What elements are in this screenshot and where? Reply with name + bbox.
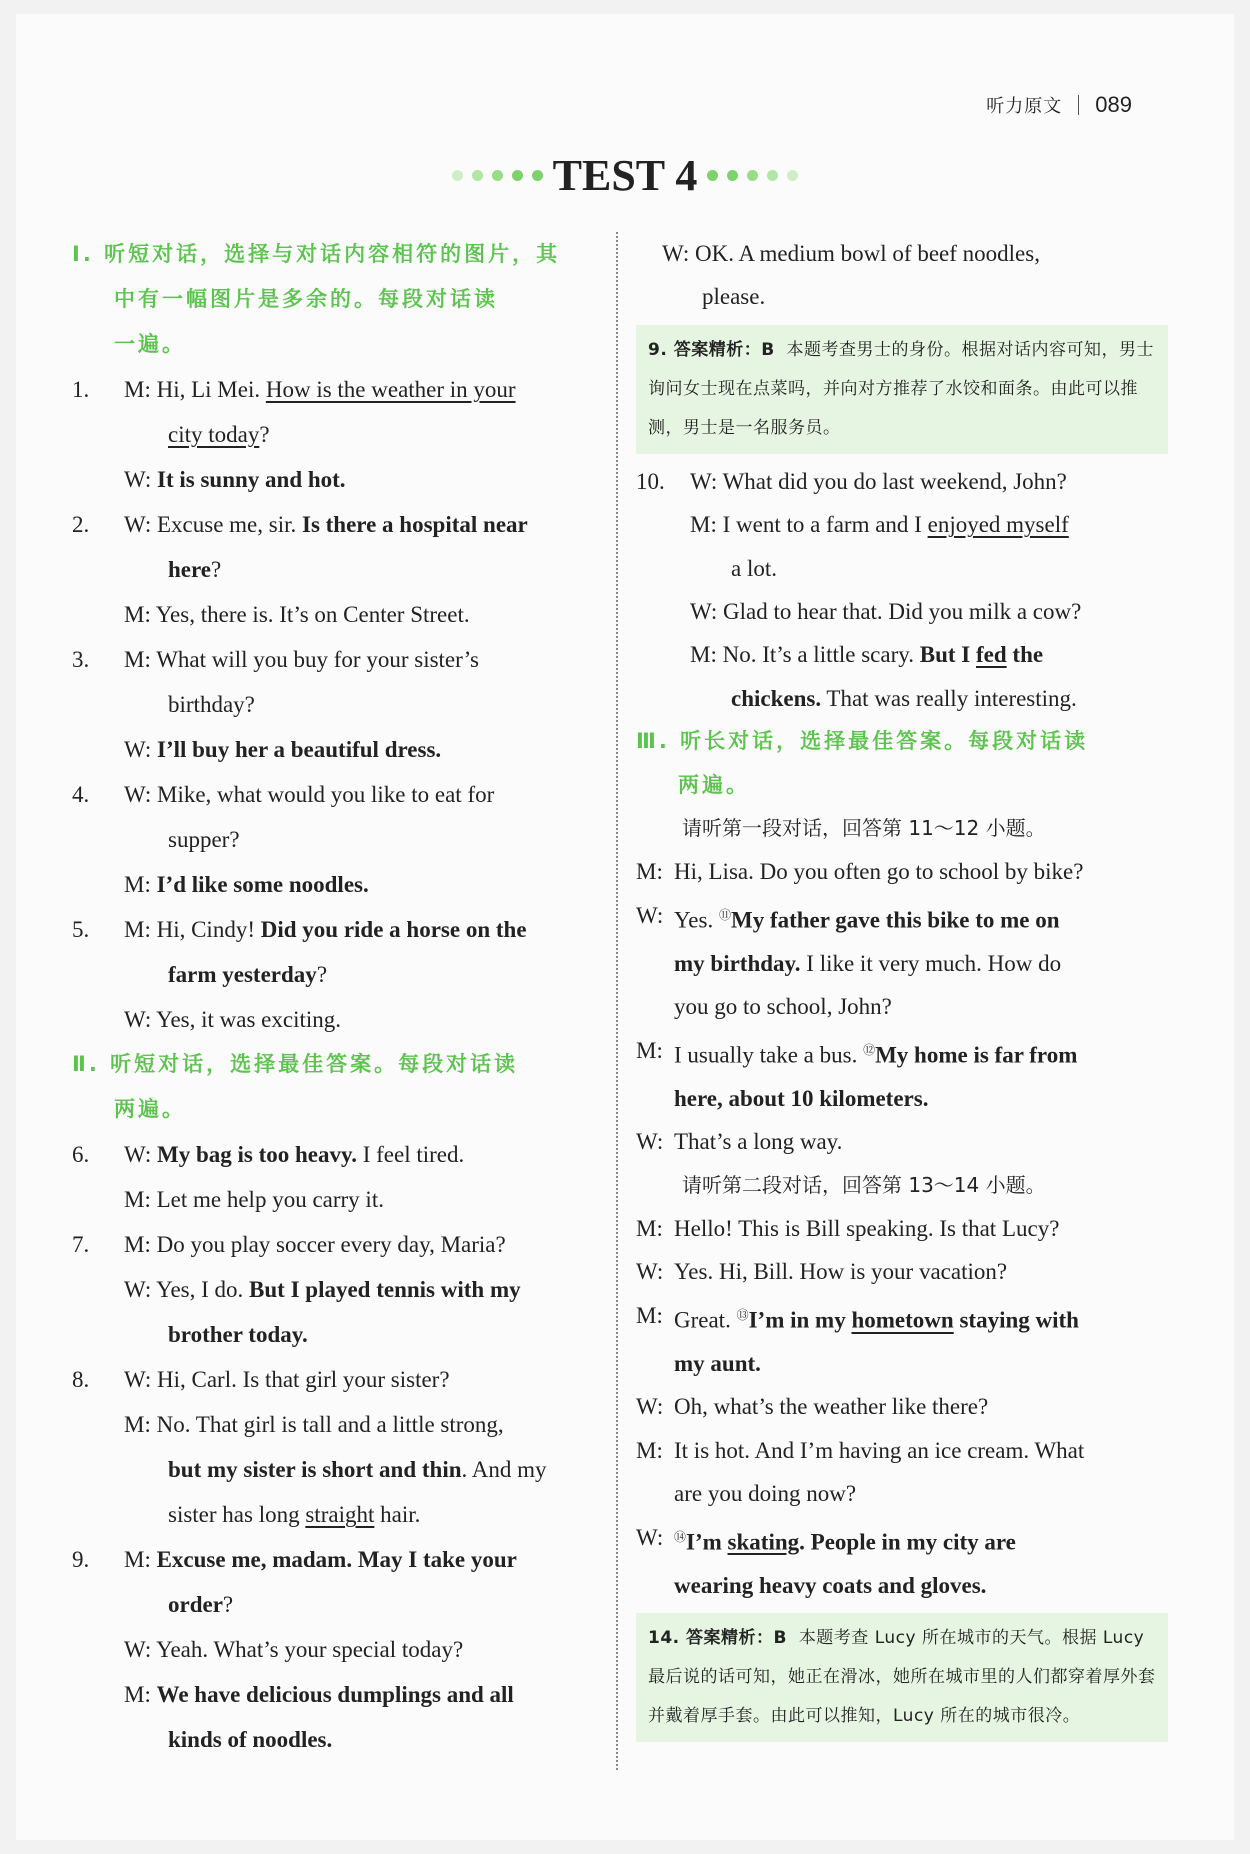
test-title	[0, 150, 1250, 201]
column-divider	[616, 232, 618, 1770]
question-1: 1. M: Hi, Li Mei. How is the weather in your	[72, 377, 516, 402]
question-2: 2. W: Excuse me, sir. Is there a hospital near	[72, 512, 528, 537]
left-dots-decoration	[452, 170, 543, 181]
question-5: 5. M: Hi, Cindy! Did you ride a horse on the	[72, 917, 527, 942]
section-label: 听力原文	[986, 96, 1063, 117]
question-10: 10. W: What did you do last weekend, John?	[636, 468, 1067, 494]
question-3: 3. M: What will you buy for your sister’s	[72, 647, 479, 672]
page-header	[986, 92, 1132, 118]
question-9-continued: W: OK. A medium bowl of beef noodles,	[662, 241, 1040, 266]
right-column: W: OK. A medium bowl of beef noodles, please. 9. 答案精析：B 本题考查男士的身份。根据对话内容可知，男士询问女士现在点菜吗，并向对方推荐了水饺和面条。由此可以推测，男士是一名服务员。 10. W: What did you do last weekend, John? M: I went to a farm and I enjoyed myself a lot. W: Glad to hear that. Did you milk a cow? M: No. It’s a little scary. But I fed the chickens. That was really interesting. Ⅲ. 听长对话，选择最佳答案。每段对话读 两遍。 请听第一段对话，回答第 11～12 小题。 M: Hi, Lisa. Do you often go to school by bike? W: Yes. ⑪My father gave this bike to me on my birthday. I like it very much. How do you go to school, John? M: I usually take a bus. ⑫My home is far from here, about 10 kilometers. W: That’s a long way. 请听第二段对话，回答第 13～14 小题。 M: Hello! This is Bill speaking. Is that Lucy? W: Yes. Hi, Bill. How is your vacation? M: Great. ⑬I’m in my hometown staying with my aunt. W: Oh, what’s the weather like there? M: It is hot. And I’m having an ice cream. What are you doing now? W: ⑭I’m skating. People in my city are wearing heavy coats and gloves. 14. 答案精析：B 本题考查 Lucy 所在城市的天气。根据 Lucy 最后说的话可知，她正在滑冰，她所在城市里的人们都穿着厚外套并戴着厚手套。由此可以推知，Lucy 所在的城市很冷。	[636, 232, 1168, 1748]
dialogue-1: M: Hi, Lisa. Do you often go to school by bike? W: Yes. ⑪My father gave this bike to me on my birthday. I like it very much. How do you go to school, John? M: I usually take a bus. ⑫My home is far from here, about 10 kilometers. W: That’s a long way.	[636, 859, 1084, 1155]
dialogue-2-intro: 请听第二段对话，回答第 13～14 小题。	[682, 1172, 1046, 1197]
right-dots-decoration	[707, 170, 798, 181]
answer-analysis-14: 14. 答案精析：B 本题考查 Lucy 所在城市的天气。根据 Lucy 最后说的话可知，她正在滑冰，她所在城市里的人们都穿着厚外套并戴着厚手套。由此可以推知，Lucy 所在的城市很冷。	[636, 1613, 1168, 1742]
question-9: 9. M: Excuse me, madam. May I take your	[72, 1547, 517, 1572]
section-3-heading: Ⅲ. 听长对话，选择最佳答案。每段对话读 两遍。	[636, 729, 1089, 797]
left-column: Ⅰ. 听短对话，选择与对话内容相符的图片，其 中有一幅图片是多余的。每段对话读 一遍。 1. M: Hi, Li Mei. How is the weather in your city today? W: It is sunny and hot. 2. W: Excuse me, sir. Is there a hospital near here? M: Yes, there is. It’s on Center Street. 3. M: What will you buy for your sister’s birthday? W: I’ll buy her a beautiful dress. 4. W: Mike, what would you like to eat for supper? M: I’d like some noodles. 5. M: Hi, Cindy! Did you ride a horse on the farm yesterday? W: Yes, it was exciting. Ⅱ. 听短对话，选择最佳答案。每段对话读 两遍。 6. W: My bag is too heavy. I feel tired. M: Let me help you carry it. 7. M: Do you play soccer every day, Maria? W: Yes, I do. But I played tennis with my brother today. 8. W: Hi, Carl. Is that girl your sister? M: No. That girl is tall and a little strong, but my sister is short and thin. And my sister has long straight hair. 9. M: Excuse me, madam. May I take your order? W: Yeah. What’s your special today? M: We have delicious dumplings and all kinds of noodles.	[72, 232, 602, 1762]
question-8: 8. W: Hi, Carl. Is that girl your sister?	[72, 1367, 450, 1392]
answer-analysis-9: 9. 答案精析：B 本题考查男士的身份。根据对话内容可知，男士询问女士现在点菜吗，并向对方推荐了水饺和面条。由此可以推测，男士是一名服务员。	[636, 325, 1168, 454]
header-divider	[1078, 95, 1079, 115]
question-7: 7. M: Do you play soccer every day, Maria?	[72, 1232, 506, 1257]
section-1-heading: Ⅰ. 听短对话，选择与对话内容相符的图片，其 中有一幅图片是多余的。每段对话读 一遍。	[72, 242, 561, 356]
dialogue-1-intro: 请听第一段对话，回答第 11～12 小题。	[682, 816, 1046, 841]
question-6: 6. W: My bag is too heavy. I feel tired.	[72, 1142, 465, 1167]
test-title-text: TEST 4	[552, 151, 698, 200]
dialogue-2: M: Hello! This is Bill speaking. Is that Lucy? W: Yes. Hi, Bill. How is your vacation? M: Great. ⑬I’m in my hometown staying with my aunt. W: Oh, what’s the weather like there? M: It is hot. And I’m having an ice cream. What are you doing now? W: ⑭I’m skating. People in my city are wearing heavy coats and gloves.	[636, 1216, 1085, 1598]
section-2-heading: Ⅱ. 听短对话，选择最佳答案。每段对话读 两遍。	[72, 1052, 519, 1121]
page-number: 089	[1095, 92, 1132, 117]
question-4: 4. W: Mike, what would you like to eat for	[72, 782, 495, 807]
